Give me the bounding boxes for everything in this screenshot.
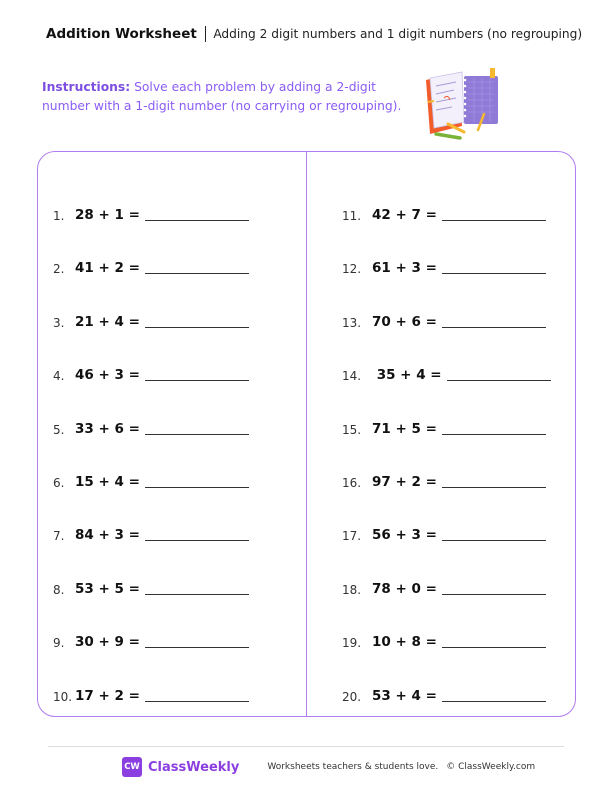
problems-left-column [53,188,249,722]
problem-expression: 71 + 5 = [372,420,437,437]
problem-number: 12. [342,262,362,277]
answer-blank[interactable] [145,580,249,595]
problem-row [53,562,249,597]
brand-name: ClassWeekly [148,759,240,775]
problem-expression: 35 + 4 = [372,367,442,384]
problem-row [342,295,551,330]
problem-number: 7. [53,529,65,544]
answer-blank[interactable] [442,259,546,274]
answer-blank[interactable] [145,259,249,274]
problem-row [342,402,551,437]
problem-expression: 15 + 4 = [75,473,140,490]
problem-row [342,508,551,543]
answer-blank[interactable] [145,313,249,328]
problem-row [342,615,551,650]
problem-row [53,241,249,276]
problem-row [53,348,249,383]
footer-copyright: © ClassWeekly.com [446,762,536,772]
problem-expression: 53 + 4 = [372,687,437,704]
answer-blank[interactable] [442,206,546,221]
problem-row [53,455,249,490]
problem-number: 19. [342,636,362,651]
answer-blank[interactable] [442,580,546,595]
problem-number: 2. [53,262,65,277]
answer-blank[interactable] [442,420,546,435]
footer-tagline: Worksheets teachers & students love. [267,762,439,772]
problem-row [53,188,249,223]
problem-row [342,188,551,223]
problem-number: 18. [342,582,362,597]
problem-number: 14. [342,369,362,384]
answer-blank[interactable] [145,687,249,702]
instructions [42,78,422,116]
problem-expression: 97 + 2 = [372,473,437,490]
problem-row [53,295,249,330]
instructions-label: Instructions: [42,80,131,94]
problem-row [342,669,551,704]
problem-row [53,669,249,704]
instructions-text: Solve each problem by adding a 2-digit number with a 1-digit number (no carrying or regrouping). [42,80,402,113]
problem-row [53,508,249,543]
problem-row [53,615,249,650]
problem-expression: 41 + 2 = [75,260,140,277]
footer [122,757,535,777]
problem-expression: 10 + 8 = [372,634,437,651]
problem-expression: 84 + 3 = [75,527,140,544]
problem-number: 3. [53,315,65,330]
page-title: Addition Worksheet [46,26,197,42]
page-subtitle: Adding 2 digit numbers and 1 digit numbers (no regrouping) [213,27,583,41]
problem-number: 16. [342,475,362,490]
answer-blank[interactable] [145,420,249,435]
problem-number: 6. [53,475,65,490]
answer-blank[interactable] [145,526,249,541]
column-divider [306,152,307,716]
problem-number: 5. [53,422,65,437]
answer-blank[interactable] [145,473,249,488]
problem-expression: 53 + 5 = [75,580,140,597]
footer-divider [48,746,564,747]
problem-number: 10. [53,689,73,704]
problem-number: 20. [342,689,362,704]
answer-blank[interactable] [145,633,249,648]
problem-number: 9. [53,636,65,651]
problem-number: 1. [53,209,65,223]
problem-expression: 70 + 6 = [372,313,437,330]
problem-expression: 56 + 3 = [372,527,437,544]
problem-row [342,455,551,490]
answer-blank[interactable] [442,526,546,541]
answer-blank[interactable] [145,366,249,381]
problem-number: 17. [342,529,362,544]
worksheet-header [46,26,582,42]
answer-blank[interactable] [442,313,546,328]
problem-expression: 17 + 2 = [75,687,140,704]
problem-expression: 28 + 1 = [75,207,140,223]
answer-blank[interactable] [442,473,546,488]
answer-blank[interactable] [442,633,546,648]
problem-number: 8. [53,582,65,597]
problem-expression: 21 + 4 = [75,313,140,330]
answer-blank[interactable] [442,687,546,702]
answer-blank[interactable] [145,206,249,221]
problem-expression: 42 + 7 = [372,207,437,223]
problem-row [53,402,249,437]
problem-expression: 61 + 3 = [372,260,437,277]
problem-row [342,562,551,597]
problem-expression: 30 + 9 = [75,634,140,651]
problems-right-column [342,188,551,722]
notebook-pencils-icon [420,68,510,140]
problem-expression: 33 + 6 = [75,420,140,437]
problem-number: 4. [53,369,65,384]
title-divider [205,26,207,42]
problem-number: 13. [342,315,362,330]
problem-row [342,348,551,383]
problem-number: 15. [342,422,362,437]
classweekly-logo-icon: CW [122,757,142,777]
answer-blank[interactable] [447,366,551,381]
problem-number: 11. [342,209,362,223]
problem-row [342,241,551,276]
problem-expression: 46 + 3 = [75,367,140,384]
problem-expression: 78 + 0 = [372,580,437,597]
